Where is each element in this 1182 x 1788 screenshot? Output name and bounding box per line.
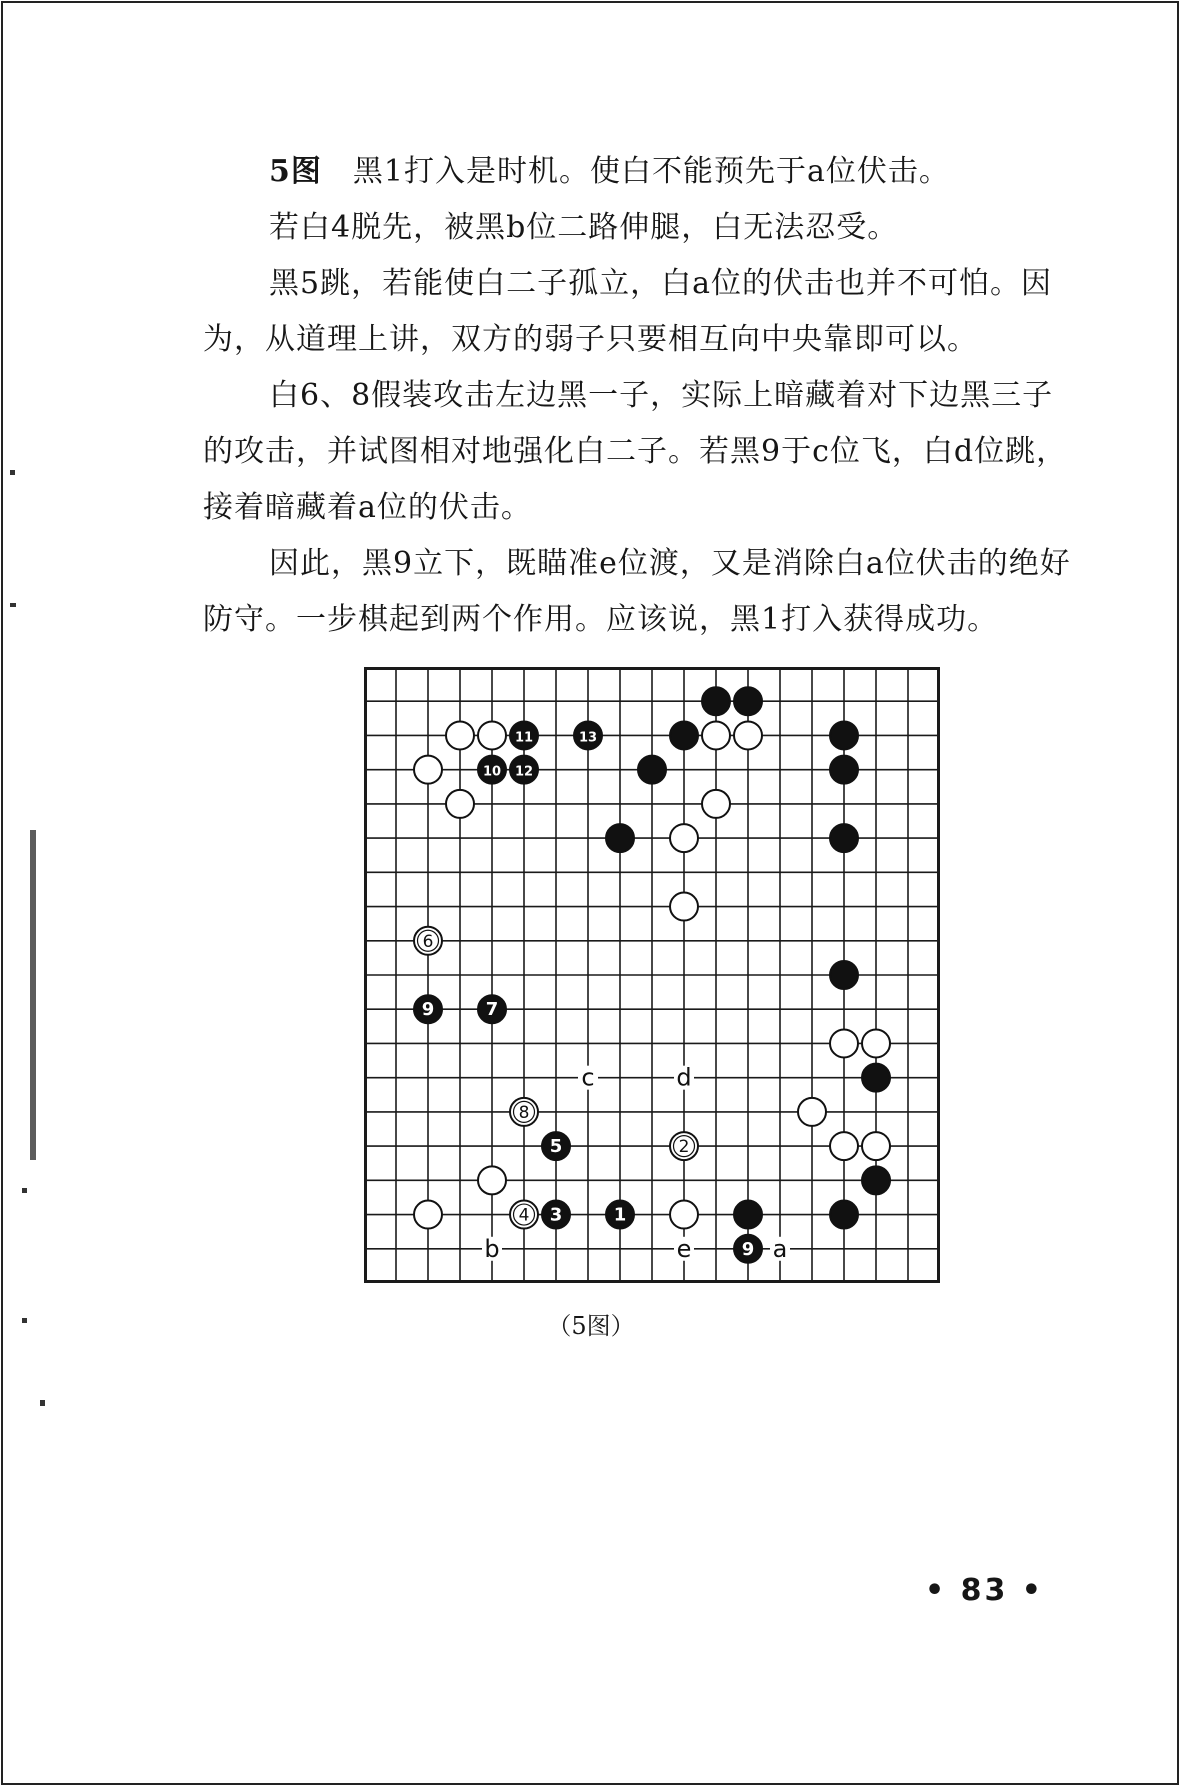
scan-edge-mark: [30, 830, 36, 1160]
paragraph-1-text: 黑1打入是时机。使白不能预先于a位伏击。: [352, 154, 950, 189]
white-stone: [446, 721, 474, 749]
black-stone: [638, 756, 666, 784]
black-stone-number: 12: [514, 764, 534, 780]
white-stone: [862, 1029, 890, 1057]
white-stone: [446, 790, 474, 818]
paragraph-2: [203, 200, 1083, 256]
black-stone-number: 5: [549, 1136, 563, 1158]
black-stone-number: 11: [514, 730, 534, 746]
go-diagram: [364, 667, 940, 1283]
letter-mark: b: [484, 1234, 500, 1263]
white-stone: [702, 721, 730, 749]
white-stone-number: 4: [518, 1205, 530, 1226]
figure-label: 5图: [269, 154, 322, 189]
white-stone-number: 2: [678, 1137, 690, 1158]
white-stone: [702, 790, 730, 818]
black-stone: [702, 687, 730, 715]
paragraph-5: [203, 536, 1083, 648]
figure-caption: （5图）: [547, 1312, 635, 1340]
paragraph-1: [203, 144, 1083, 200]
white-stone: [670, 893, 698, 921]
black-stone-number: 1: [613, 1204, 627, 1226]
white-stone: [830, 1132, 858, 1160]
black-stone-number: 9: [741, 1238, 755, 1260]
black-stone-number: 9: [421, 999, 435, 1021]
black-stone: [734, 1201, 762, 1229]
white-stone: [670, 1201, 698, 1229]
black-stone: [830, 1201, 858, 1229]
black-stone-number: 13: [578, 730, 598, 746]
scan-speck: [40, 1400, 45, 1406]
go-board: [364, 667, 940, 1283]
white-stone: [798, 1098, 826, 1126]
paragraph-5-text: 因此，黑9立下，既瞄准e位渡，又是消除白a位伏击的绝好防守。一步棋起到两个作用。应该说，黑1打入获得成功。: [203, 546, 1071, 637]
letter-mark: c: [581, 1063, 595, 1092]
black-stone: [734, 687, 762, 715]
white-stone: [670, 824, 698, 852]
black-stone-number: 3: [549, 1204, 563, 1226]
black-stone-number: 7: [485, 999, 499, 1021]
letter-mark: e: [676, 1234, 692, 1263]
black-stone: [830, 824, 858, 852]
black-stone: [862, 1166, 890, 1194]
scan-speck: [10, 470, 15, 475]
black-stone: [670, 721, 698, 749]
black-stone: [830, 721, 858, 749]
paragraph-4: [203, 368, 1083, 536]
white-stone: [734, 721, 762, 749]
white-stone: [478, 1166, 506, 1194]
letter-mark: a: [772, 1234, 788, 1263]
white-stone: [862, 1132, 890, 1160]
white-stone: [478, 721, 506, 749]
paragraph-4-text: 白6、8假装攻击左边黑一子，实际上暗藏着对下边黑三子的攻击，并试图相对地强化白二子。若黑9于c位飞，白d位跳，接着暗藏着a位的伏击。: [203, 378, 1068, 525]
page-number: • 83 •: [925, 1573, 1044, 1608]
letter-mark: d: [676, 1063, 692, 1092]
paragraph-3: [203, 256, 1083, 368]
white-stone: [414, 1201, 442, 1229]
white-stone-number: 8: [518, 1102, 530, 1123]
white-stone: [414, 756, 442, 784]
black-stone: [862, 1064, 890, 1092]
white-stone: [830, 1029, 858, 1057]
white-stone-number: 6: [422, 931, 434, 952]
scan-speck: [22, 1318, 27, 1323]
paragraph-3-text: 黑5跳，若能使白二子孤立，白a位的伏击也并不可怕。因为，从道理上讲，双方的弱子只要相互向中央靠即可以。: [203, 266, 1052, 357]
paragraph-2-text: 若白4脱先，被黑b位二路伸腿，白无法忍受。: [269, 210, 899, 245]
scan-speck: [22, 1188, 27, 1193]
black-stone-number: 10: [482, 764, 502, 780]
black-stone: [830, 756, 858, 784]
scan-speck: [10, 603, 16, 607]
black-stone: [830, 961, 858, 989]
black-stone: [606, 824, 634, 852]
